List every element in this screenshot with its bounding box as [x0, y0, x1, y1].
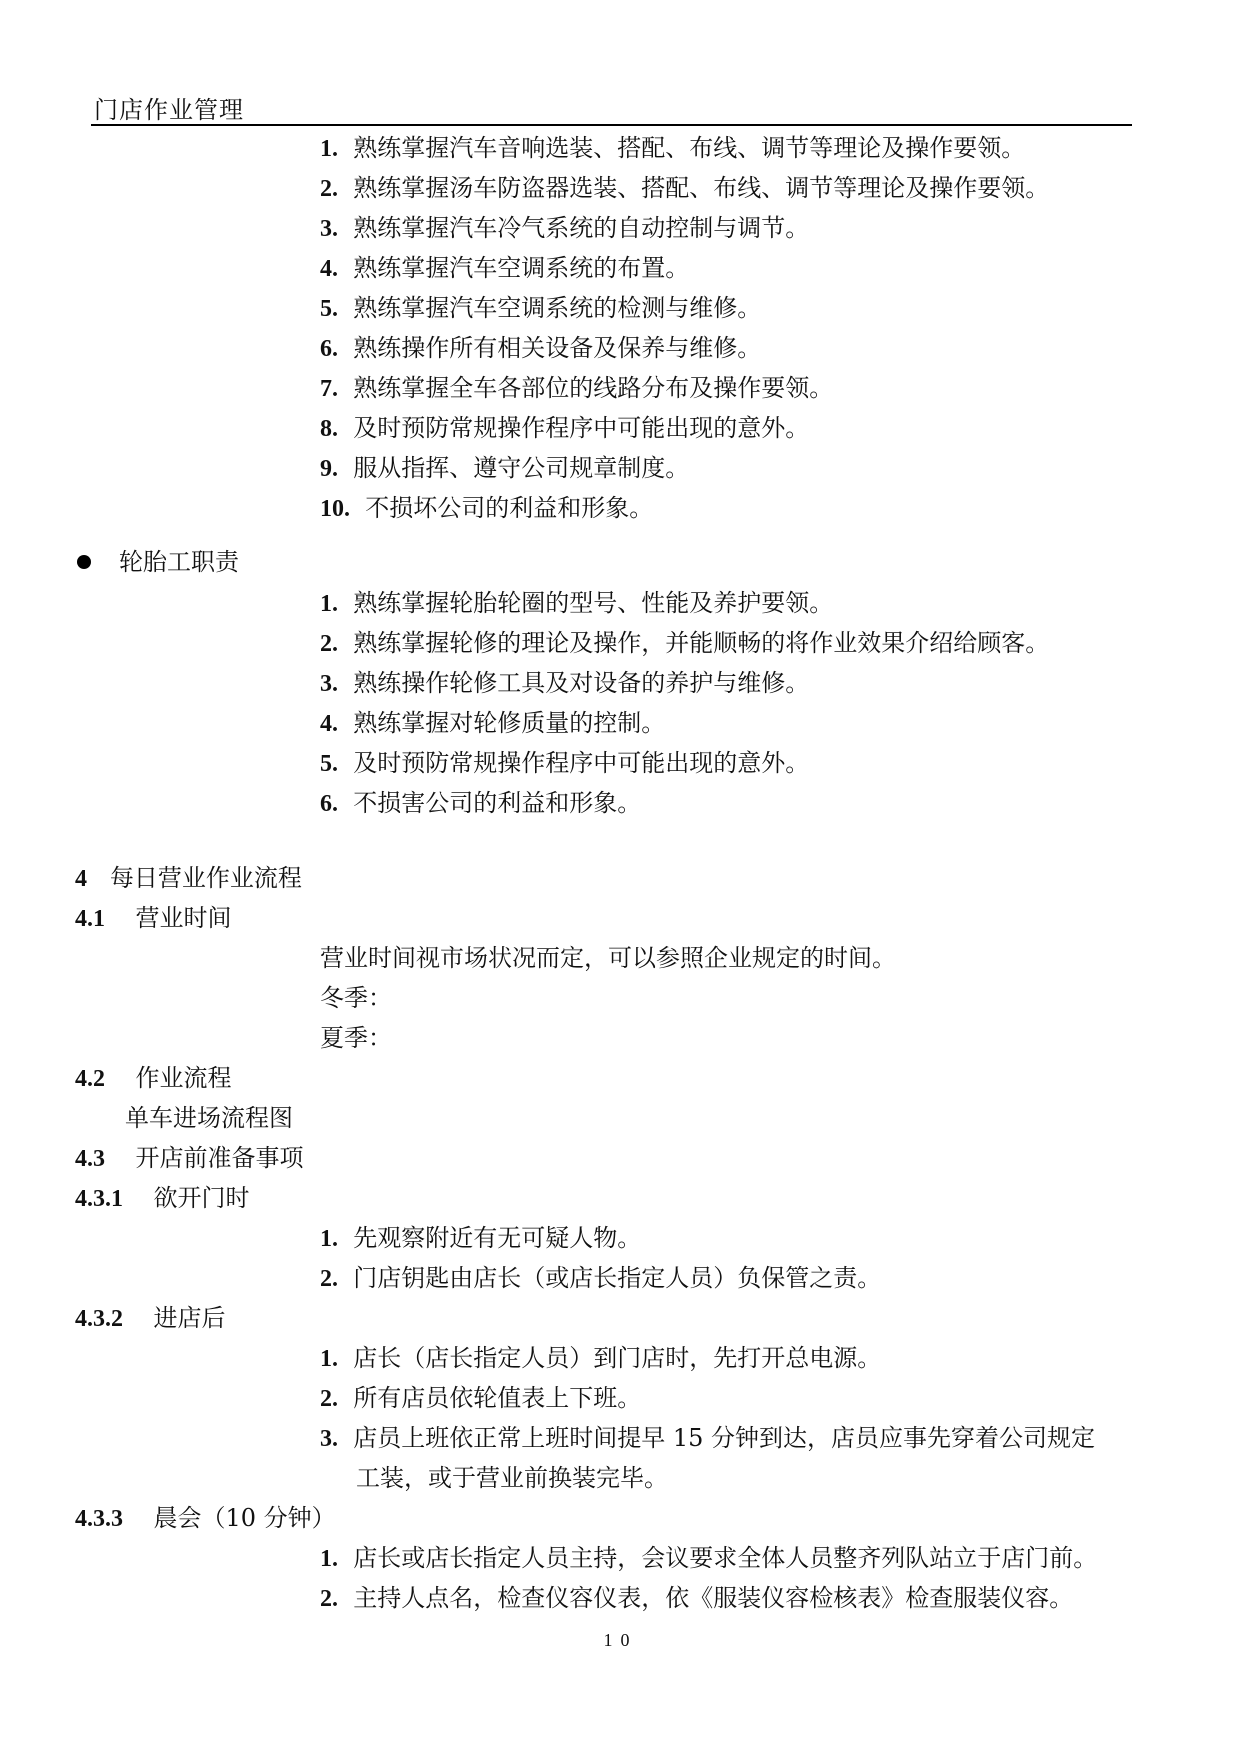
list-item: 5. 及时预防常规操作程序中可能出现的意外。: [320, 749, 810, 777]
section-heading: 4 每日营业作业流程: [75, 864, 302, 892]
list-item: 2. 熟练掌握汤车防盗器选装、搭配、布线、调节等理论及操作要领。: [320, 174, 1050, 202]
list-item: 7. 熟练掌握全车各部位的线路分布及操作要领。: [320, 374, 834, 402]
list-item: 1. 熟练掌握汽车音响选装、搭配、布线、调节等理论及操作要领。: [320, 134, 1026, 162]
section-heading: 4.3 开店前准备事项: [75, 1144, 304, 1172]
list-item: 8. 及时预防常规操作程序中可能出现的意外。: [320, 414, 810, 442]
list-item: 1. 店长或店长指定人员主持，会议要求全体人员整齐列队站立于店门前。: [320, 1544, 1098, 1572]
section-heading: 4.3.1 欲开门时: [75, 1184, 250, 1212]
list-item: 6. 不损害公司的利益和形象。: [320, 789, 642, 817]
list-item: 4. 熟练掌握对轮修质量的控制。: [320, 709, 666, 737]
summer-label: 夏季：: [320, 1024, 392, 1052]
list-item: 3. 熟练掌握汽车冷气系统的自动控制与调节。: [320, 214, 810, 242]
winter-label: 冬季：: [320, 984, 392, 1012]
list-item: 1. 店长（店长指定人员）到门店时，先打开总电源。: [320, 1344, 882, 1372]
list-item: 6. 熟练操作所有相关设备及保养与维修。: [320, 334, 762, 362]
page-number: 10: [603, 1630, 638, 1650]
list-item: 3. 店员上班依正常上班时间提早 15 分钟到达，店员应事先穿着公司规定: [320, 1424, 1096, 1452]
list-item: 2. 熟练掌握轮修的理论及操作，并能顺畅的将作业效果介绍给顾客。: [320, 629, 1050, 657]
list-item: 2. 主持人点名，检查仪容仪表，依《服装仪容检核表》检查服装仪容。: [320, 1584, 1074, 1612]
bullet-icon: [77, 555, 91, 569]
section-heading: 轮胎工职责: [119, 548, 239, 576]
list-item: 2. 所有店员依轮值表上下班。: [320, 1384, 642, 1412]
list-item: 2. 门店钥匙由店长（或店长指定人员）负保管之责。: [320, 1264, 882, 1292]
section-heading: 4.2 作业流程: [75, 1064, 232, 1092]
list-item: 1. 先观察附近有无可疑人物。: [320, 1224, 642, 1252]
page-header: [91, 86, 1132, 126]
list-item: 9. 服从指挥、遵守公司规章制度。: [320, 454, 690, 482]
flow-chart-label: 单车进场流程图: [125, 1104, 293, 1132]
section-heading: 4.3.3 晨会（10 分钟）: [75, 1504, 336, 1532]
list-item: 3. 熟练操作轮修工具及对设备的养护与维修。: [320, 669, 810, 697]
header-title: 门店作业管理: [94, 96, 244, 124]
section-heading: 4.3.2 进店后: [75, 1304, 226, 1332]
list-item: 5. 熟练掌握汽车空调系统的检测与维修。: [320, 294, 762, 322]
list-item: 4. 熟练掌握汽车空调系统的布置。: [320, 254, 690, 282]
list-item-continuation: 工装，或于营业前换装完毕。: [356, 1464, 668, 1492]
hours-description: 营业时间视市场状况而定，可以参照企业规定的时间。: [320, 944, 896, 972]
section-heading: 4.1 营业时间: [75, 904, 232, 932]
list-item: 1. 熟练掌握轮胎轮圈的型号、性能及养护要领。: [320, 589, 834, 617]
list-item: 10. 不损坏公司的利益和形象。: [320, 494, 654, 522]
